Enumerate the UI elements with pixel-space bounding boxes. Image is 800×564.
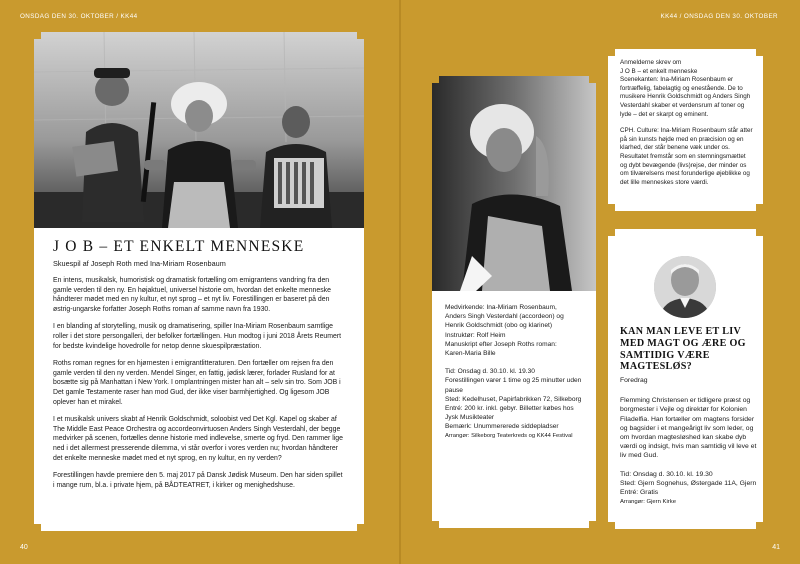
- corner-notch: [608, 204, 615, 211]
- credit-line: Instruktør: Rolf Heim: [445, 331, 506, 339]
- article-paragraph: En intens, musikalsk, humoristisk og dramatisk fortælling om emigrantens vandring fra den gamle verden til den ny. En højaktuel, universel historie om, hvordan det enkelte menneske håndterer mødet med en ny kultur, et nyt sprog – et nyt liv. Forestillingen er baseret på den østrig-ungarske forfatter Joseph Roths roman af samme navn fra 1930.: [53, 277, 331, 313]
- page-number-left: 40: [20, 544, 28, 551]
- credit-line: Henrik Goldschmidt (obo og klarinet): [445, 322, 553, 330]
- corner-notch: [756, 522, 763, 529]
- lecture-paragraph: Flemming Christensen er tidligere præst og borgmester i Vejle og direktør for Kolonien Filadelfia. Han fortæller om magtens forsider og bagsider i et mangeårigt liv som leder, og om hvordan magtesløshed kan skabe dyb værdi og indsigt, hvis man samtidig vil leve et liv med Gud.: [620, 397, 757, 460]
- lecture-time: Tid: Onsdag d. 30.10. kl. 19.30: [620, 470, 713, 478]
- lecture-arranger: Arrangør: Gjern Kirke: [620, 499, 676, 506]
- lecture-venue: Sted: Gjern Sognehus, Østergade 11A, Gjern: [620, 479, 757, 487]
- corner-notch: [357, 524, 364, 531]
- page-number-right: 41: [772, 544, 780, 551]
- lecture-title: KAN MAN LEVE ET LIV MED MAGT OG ÆRE OG SAMTIDIG VÆRE MAGTESLØS?: [620, 326, 746, 373]
- article-paragraph: Forestillingen havde premiere den 5. maj 2017 på Dansk Jødisk Museum. Den har siden spillet i mange rum, bl.a. i private hjem, på BÅDTEATRET, i kirker og menighedshuse.: [53, 472, 343, 489]
- review-quote: CPH. Culture: Ina-Miriam Rosenbaum står atter på sin kunsts højde med en præcision og en klarhed, der står benene væk under os. Resultatet fremstår som en stemningsmættet og dybt bevægende (livs)rejse, der minder os om tilværelsens mest forunderlige øjeblikke og det lille menneskes store værdi.: [620, 127, 753, 186]
- lecture-price: Entré: Gratis: [620, 489, 659, 497]
- article-paragraph: Roths roman regnes for en hjørnesten i emigrantlitteraturen. Den fortæller om rejsen fra den gamle verden til den ny verden. Mendel Singer, en fattig, jødisk lærer, forlader Rusland for at bosætte sig på Manhattan i New York. I omplantningen mister han alt – selv sin tro. Som JOB i Det gamle Testamente raser han mod Gud, der ikke viser barmhjertighed. Og ligesom JOB oplever han et mirakel.: [53, 360, 341, 406]
- corner-notch: [432, 76, 439, 83]
- event-note: Bemærk: Unummererede siddepladser: [445, 423, 559, 431]
- credit-line: Karen-Maria Bille: [445, 350, 496, 358]
- speaker-portrait: [654, 256, 716, 318]
- ensemble-photo: [34, 32, 364, 228]
- actress-photo: [432, 76, 596, 291]
- corner-notch: [608, 229, 615, 236]
- page-spine: [399, 0, 401, 564]
- review-line: Anmelderne skrev om: [620, 59, 682, 66]
- event-time: Tid: Onsdag d. 30.10. kl. 19.30: [445, 368, 535, 376]
- corner-notch: [34, 524, 41, 531]
- article-paragraph: I en blanding af storytelling, musik og dramatisering, spiller Ina-Miriam Rosenbaum samtlige roller i det store persongalleri, der befolker fortællingen. Hun modtog i juni 2018 Årets Reumert for bedste kvindelige hovedrolle for netop denne skuespilpræstation.: [53, 323, 342, 350]
- corner-notch: [608, 49, 615, 56]
- corner-notch: [432, 521, 439, 528]
- review-quote: Scenekanten: Ina-Miriam Rosenbaum er fortræffelig, fabelagtig og enestående. De to musikere Henrik Goldschmidt og Anders Singh Vesterdahl skaber et verdensrum af toner og lyde – det er skarpt og eminent.: [620, 76, 751, 118]
- event-arranger: Arrangør: Silkeborg Teaterkreds og KK44 Festival: [445, 432, 573, 439]
- credit-line: Manuskript efter Joseph Roths roman:: [445, 340, 557, 348]
- article-job-card: [34, 32, 364, 531]
- review-card: [608, 49, 763, 211]
- page-header-right: KK44 / ONSDAG DEN 30. OKTOBER: [660, 13, 778, 20]
- article-title: J O B – ET ENKELT MENNESKE: [53, 238, 305, 255]
- page-header-left: ONSDAG DEN 30. OKTOBER / KK44: [20, 13, 138, 20]
- lecture-card: [608, 229, 763, 529]
- corner-notch: [608, 522, 615, 529]
- article-paragraph: I et musikalsk univers skabt af Henrik Goldschmidt, soloobist ved Det Kgl. Kapel og skaber af The Middle East Peace Orchestra og accordeonvirtuosen Anders Singh Vesterdahl, der begge medvirker på scenen, fortælles denne historie med indlevelse, smerte og fryd. Den rammer lige ned i det allermest presserende dilemma, vi står overfor i vores verden nu; hvordan håndterer det enkelte menneske mødet med et nyt sprog, en ny kultur, en ny verden?: [53, 416, 343, 462]
- event-venue: Sted: Kedelhuset, Papirfabrikken 72, Silkeborg: [445, 395, 582, 403]
- corner-notch: [756, 229, 763, 236]
- credit-line: Medvirkende: Ina-Miriam Rosenbaum,: [445, 304, 557, 311]
- lecture-subtitle: Foredrag: [620, 377, 648, 385]
- corner-notch: [357, 32, 364, 39]
- corner-notch: [34, 32, 41, 39]
- event-price: Entré: 200 kr. inkl. gebyr. Billetter købes hos Jysk Musikteater: [445, 405, 574, 422]
- corner-notch: [756, 204, 763, 211]
- event-duration: Forestillingen varer 1 time og 25 minutter uden pause: [445, 377, 582, 394]
- credit-line: Anders Singh Vesterdahl (accordeon) og: [445, 313, 564, 321]
- article-subtitle: Skuespil af Joseph Roth med Ina-Miriam Rosenbaum: [53, 259, 226, 268]
- performance-info-card: [432, 76, 596, 528]
- review-line: J O B – et enkelt menneske: [620, 67, 698, 75]
- corner-notch: [756, 49, 763, 56]
- corner-notch: [589, 76, 596, 83]
- corner-notch: [589, 521, 596, 528]
